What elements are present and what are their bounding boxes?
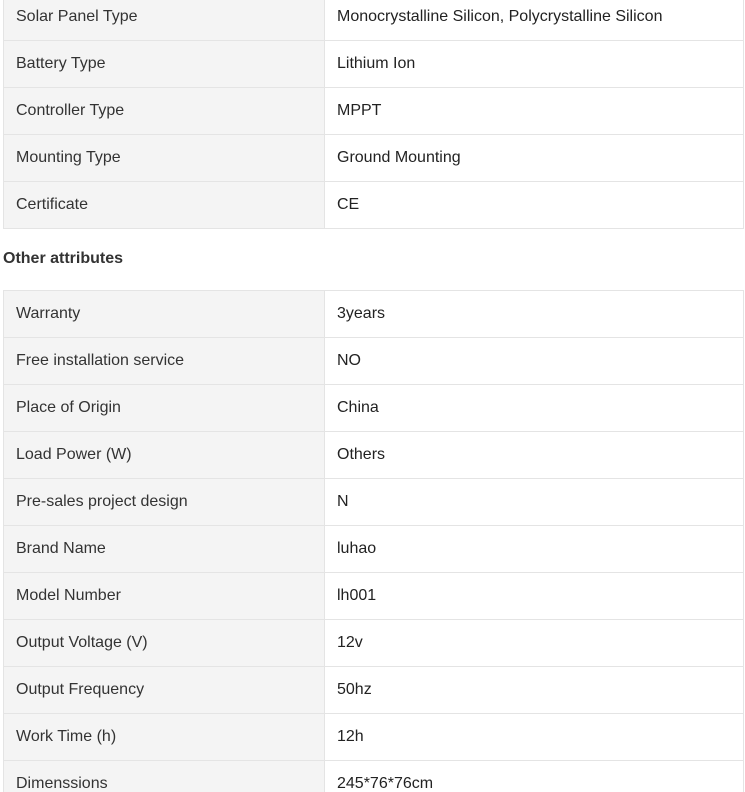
attribute-value: 3years xyxy=(325,291,744,338)
attribute-label: Model Number xyxy=(4,573,325,620)
attribute-label: Solar Panel Type xyxy=(4,0,325,41)
attribute-label: Brand Name xyxy=(4,526,325,573)
table-row xyxy=(4,573,744,620)
table-row xyxy=(4,432,744,479)
table-row xyxy=(4,667,744,714)
attribute-label: Place of Origin xyxy=(4,385,325,432)
attribute-value: Monocrystalline Silicon, Polycrystalline Silicon xyxy=(325,0,744,41)
table-row xyxy=(4,385,744,432)
table-row xyxy=(4,135,744,182)
attribute-value: N xyxy=(325,479,744,526)
section-title-other-attributes: Other attributes xyxy=(3,250,124,267)
table-row xyxy=(4,41,744,88)
table-row xyxy=(4,291,744,338)
attribute-value: Others xyxy=(325,432,744,479)
attribute-value: luhao xyxy=(325,526,744,573)
attribute-value: CE xyxy=(325,182,744,229)
table-row xyxy=(4,0,744,41)
other-attributes-table xyxy=(3,290,744,792)
table-row xyxy=(4,338,744,385)
attribute-label: Mounting Type xyxy=(4,135,325,182)
attribute-value: MPPT xyxy=(325,88,744,135)
attribute-value: 12h xyxy=(325,714,744,761)
table-row xyxy=(4,714,744,761)
attribute-label: Controller Type xyxy=(4,88,325,135)
attribute-label: Dimenssions xyxy=(4,761,325,792)
attribute-label: Free installation service xyxy=(4,338,325,385)
attribute-value: 50hz xyxy=(325,667,744,714)
table-row xyxy=(4,761,744,792)
attribute-label: Output Frequency xyxy=(4,667,325,714)
table-row xyxy=(4,182,744,229)
attribute-label: Work Time (h) xyxy=(4,714,325,761)
attribute-label: Warranty xyxy=(4,291,325,338)
attribute-value: 12v xyxy=(325,620,744,667)
attribute-label: Output Voltage (V) xyxy=(4,620,325,667)
attribute-value: Ground Mounting xyxy=(325,135,744,182)
key-attributes-table xyxy=(3,0,744,229)
attribute-label: Pre-sales project design xyxy=(4,479,325,526)
table-row xyxy=(4,526,744,573)
table-row xyxy=(4,88,744,135)
attribute-value: 245*76*76cm xyxy=(325,761,744,792)
attribute-value: China xyxy=(325,385,744,432)
table-row xyxy=(4,620,744,667)
attribute-label: Certificate xyxy=(4,182,325,229)
table-row xyxy=(4,479,744,526)
attribute-label: Battery Type xyxy=(4,41,325,88)
attribute-value: lh001 xyxy=(325,573,744,620)
attribute-value: Lithium Ion xyxy=(325,41,744,88)
attribute-label: Load Power (W) xyxy=(4,432,325,479)
attribute-value: NO xyxy=(325,338,744,385)
